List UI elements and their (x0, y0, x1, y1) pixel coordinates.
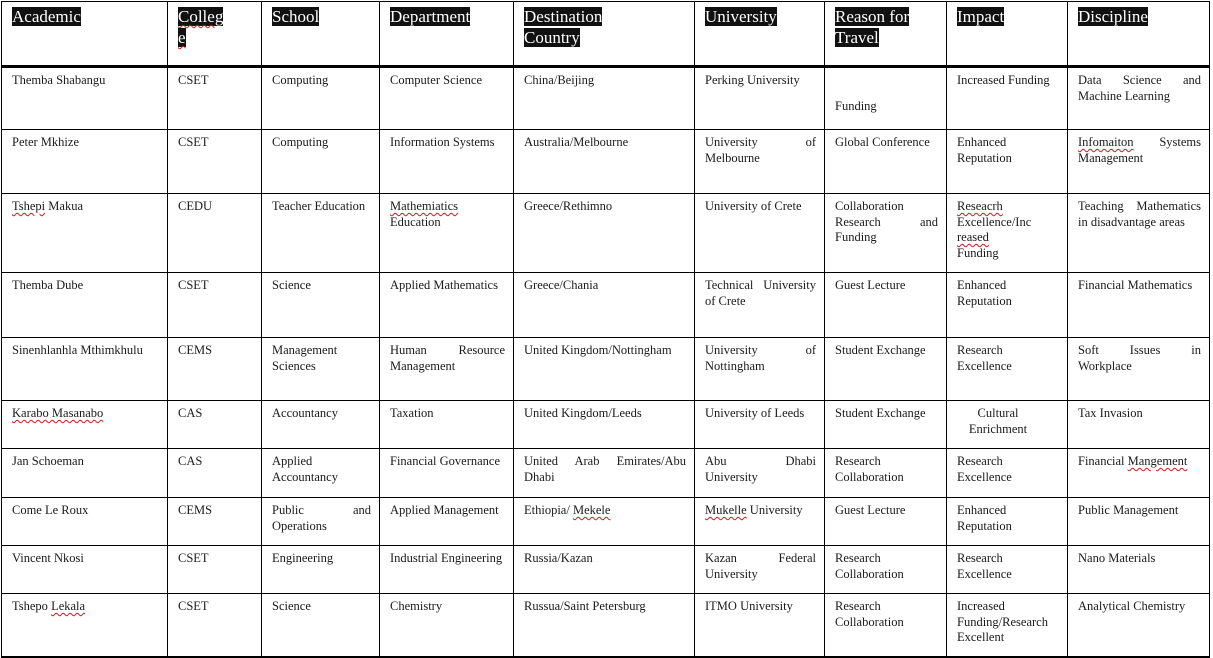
impact-line: Funding (957, 245, 999, 260)
university-cell: Mukelle University (695, 498, 825, 546)
college-cell: CEMS (168, 498, 262, 546)
header-college: Colleg e (168, 2, 262, 67)
department-cell: Mathemiatics Education (380, 194, 514, 273)
academic-cell: Vincent Nkosi (2, 546, 168, 594)
table-row (2, 546, 1210, 594)
reason-cell: Collaboration Research and Funding (825, 194, 947, 273)
department-cell: Industrial Engineering (380, 546, 514, 594)
discipline-cell: Soft Issues in Workplace (1068, 338, 1210, 401)
reason-cell: Funding (825, 67, 947, 130)
academic-cell: Sinenhlanhla Mthimkhulu (2, 338, 168, 401)
table-row (2, 401, 1210, 449)
reason-cell: Guest Lecture (825, 273, 947, 338)
academic-cell: Themba Dube (2, 273, 168, 338)
college-cell: CAS (168, 449, 262, 498)
department-cell: Applied Mathematics (380, 273, 514, 338)
school-cell: Science (262, 594, 380, 657)
university-cell: ITMO University (695, 594, 825, 657)
university-cell: University of Leeds (695, 401, 825, 449)
university-cell: Abu Dhabi University (695, 449, 825, 498)
impact-cell: Research Excellence (947, 449, 1068, 498)
impact-cell (947, 194, 1068, 273)
school-cell: Accountancy (262, 401, 380, 449)
destination-cell: United Kingdom/Nottingham (514, 338, 695, 401)
destination-cell: Australia/Melbourne (514, 130, 695, 194)
impact-cell: Research Excellence (947, 338, 1068, 401)
reason-cell: Research Collaboration (825, 449, 947, 498)
college-cell: CSET (168, 67, 262, 130)
spellcheck-word: Tshepi (12, 199, 46, 213)
header-row (2, 2, 1210, 67)
department-cell: Taxation (380, 401, 514, 449)
destination-cell: Greece/Chania (514, 273, 695, 338)
spellcheck-word: Infomaiton (1078, 135, 1134, 149)
destination-cell: Ethiopia/ Mekele (514, 498, 695, 546)
table-row (2, 498, 1210, 546)
university-cell: University of Melbourne (695, 130, 825, 194)
discipline-cell: Financial Mathematics (1068, 273, 1210, 338)
destination-cell: United Arab Emirates/Abu Dhabi (514, 449, 695, 498)
university-cell: Kazan Federal University (695, 546, 825, 594)
academic-cell: Peter Mkhize (2, 130, 168, 194)
academic-cell: Tshepo Lekala (2, 594, 168, 657)
discipline-cell: Teaching Mathematics in disadvantage areas (1068, 194, 1210, 273)
spellcheck-word: Mathemiatics (390, 199, 459, 213)
discipline-cell: Tax Invasion (1068, 401, 1210, 449)
reason-cell: Guest Lecture (825, 498, 947, 546)
department-cell: Information Systems (380, 130, 514, 194)
header-academic: Academic (2, 2, 168, 67)
header-university: University (695, 2, 825, 67)
discipline-cell: Public Management (1068, 498, 1210, 546)
reason-cell: Research Collaboration (825, 594, 947, 657)
table-row (2, 449, 1210, 498)
department-cell: Chemistry (380, 594, 514, 657)
spellcheck-word: Mekele (572, 503, 611, 517)
academic-cell: Come Le Roux (2, 498, 168, 546)
impact-cell: Cultural Enrichment (947, 401, 1068, 449)
college-cell: CEDU (168, 194, 262, 273)
university-cell: University of Nottingham (695, 338, 825, 401)
impact-line: reased (957, 230, 989, 244)
reason-cell: Research Collaboration (825, 546, 947, 594)
header-reason: Reason for Travel (825, 2, 947, 67)
department-cell: Human Resource Management (380, 338, 514, 401)
destination-cell: Russia/Kazan (514, 546, 695, 594)
discipline-cell: Infomaiton Systems Management (1068, 130, 1210, 194)
reason-cell: Student Exchange (825, 338, 947, 401)
destination-cell: Russua/Saint Petersburg (514, 594, 695, 657)
discipline-cell: Nano Materials (1068, 546, 1210, 594)
school-cell: Computing (262, 130, 380, 194)
impact-cell: Research Excellence (947, 546, 1068, 594)
destination-cell: Greece/Rethimno (514, 194, 695, 273)
reason-cell: Student Exchange (825, 401, 947, 449)
reason-cell: Global Conference (825, 130, 947, 194)
academic-cell (2, 401, 168, 449)
college-cell: CAS (168, 401, 262, 449)
spellcheck-word: Mukelle (705, 503, 747, 517)
impact-cell: Increased Funding/Research Excellent (947, 594, 1068, 657)
school-cell: Teacher Education (262, 194, 380, 273)
school-cell: Computing (262, 67, 380, 130)
destination-cell: United Kingdom/Leeds (514, 401, 695, 449)
table-row (2, 594, 1210, 657)
school-cell: Management Sciences (262, 338, 380, 401)
impact-cell: Increased Funding (947, 67, 1068, 130)
table-row (2, 338, 1210, 401)
academic-name: Karabo Masanabo (12, 406, 104, 420)
table-row (2, 273, 1210, 338)
header-school: School (262, 2, 380, 67)
header-discipline: Discipline (1068, 2, 1210, 67)
discipline-cell: Analytical Chemistry (1068, 594, 1210, 657)
university-cell: Technical University of Crete (695, 273, 825, 338)
impact-line: Excellence/Inc (957, 214, 1032, 229)
table-row (2, 67, 1210, 130)
college-cell: CSET (168, 130, 262, 194)
impact-line: Reseacrh (957, 199, 1003, 213)
college-cell: CSET (168, 273, 262, 338)
header-department: Department (380, 2, 514, 67)
college-cell: CSET (168, 546, 262, 594)
impact-cell: Enhanced Reputation (947, 498, 1068, 546)
header-destination: Destination Country (514, 2, 695, 67)
department-cell: Computer Science (380, 67, 514, 130)
impact-cell: Enhanced Reputation (947, 130, 1068, 194)
spellcheck-word: Lekala (51, 599, 86, 613)
academic-cell: Tshepi Makua (2, 194, 168, 273)
college-cell: CEMS (168, 338, 262, 401)
table-row (2, 194, 1210, 273)
department-cell: Financial Governance (380, 449, 514, 498)
discipline-cell: Financial Mangement (1068, 449, 1210, 498)
academic-cell: Themba Shabangu (2, 67, 168, 130)
college-cell: CSET (168, 594, 262, 657)
academic-cell: Jan Schoeman (2, 449, 168, 498)
school-cell: Science (262, 273, 380, 338)
university-cell: University of Crete (695, 194, 825, 273)
header-impact: Impact (947, 2, 1068, 67)
table-row (2, 130, 1210, 194)
discipline-cell: Data Science and Machine Learning (1068, 67, 1210, 130)
department-cell: Applied Management (380, 498, 514, 546)
travel-table (1, 1, 1210, 658)
university-cell: Perking University (695, 67, 825, 130)
impact-cell: Enhanced Reputation (947, 273, 1068, 338)
school-cell: Engineering (262, 546, 380, 594)
destination-cell: China/Beijing (514, 67, 695, 130)
school-cell: Applied Accountancy (262, 449, 380, 498)
school-cell: Public and Operations (262, 498, 380, 546)
spellcheck-word: Mangement (1127, 454, 1188, 468)
